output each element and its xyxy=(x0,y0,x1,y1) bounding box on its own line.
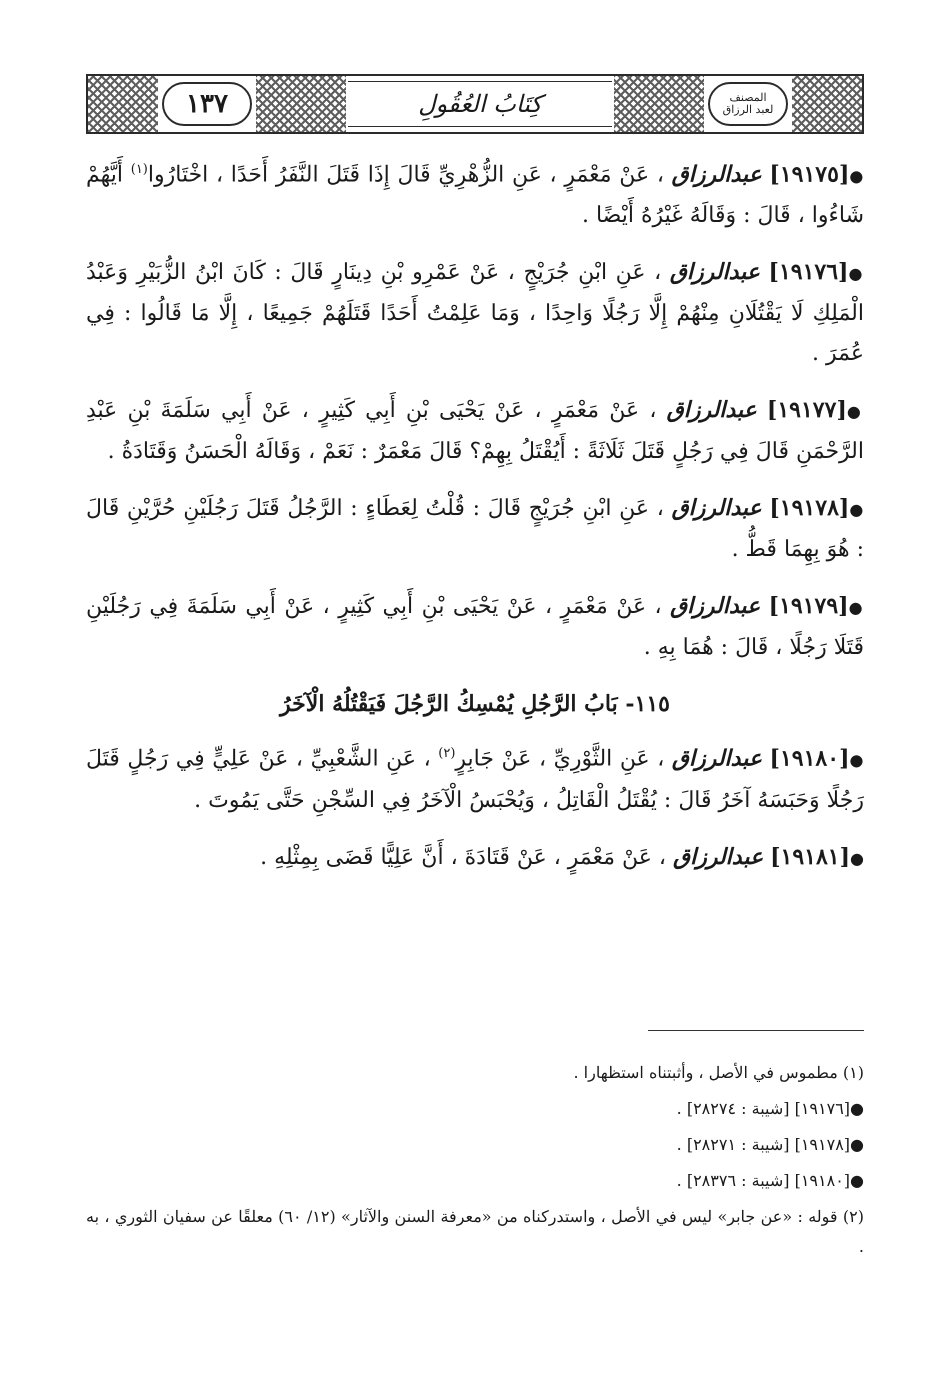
hadith-paragraph: ●[١٩١٧٦] عبدالرزاق ، عَنِ ابْنِ جُرَيْجٍ ، عَنْ عَمْرِو بْنِ دِينَارٍ قَالَ : كَانَ ابْنُ الزُّبَيْرِ وَعَبْدُ الْمَلِكِ لَا يَقْتُلَانِ مِنْهُمْ إِلَّا رَجُلًا وَاحِدًا ، وَمَا عَلِمْتُ أَحَدًا قَتَلَهُمْ جَمِيعًا ، إِلَّا مَا قَالُوا : فِي عُمَرَ . xyxy=(86,259,865,367)
footnotes xyxy=(86,1058,864,1262)
book-logo xyxy=(708,82,788,126)
hadith-paragraph: ●[١٩١٧٥] عبدالرزاق ، عَنْ مَعْمَرٍ ، عَنِ الزُّهْرِيِّ قَالَ إِذَا قَتَلَ النَّفَرُ أَحَدًا ، اخْتَارُوا$^{(١)}$ أَيَّهُمْ شَاءُوا ، قَالَ : وَقَالَهُ غَيْرُهُ أَيْضًا . xyxy=(86,161,865,229)
logo-text-bottom: لعبد الرزاق xyxy=(722,103,774,116)
chapter-heading: ١١٥- بَابُ الرَّجُلِ يُمْسِكُ الرَّجُلَ فَيَقْتُلُهُ الْآخَرُ xyxy=(280,691,670,718)
footnote-divider xyxy=(648,1030,864,1031)
main-text xyxy=(86,150,864,895)
hadith-paragraph: ●[١٩١٧٧] عبدالرزاق ، عَنْ مَعْمَرٍ ، عَنْ يَحْيَى بْنِ أَبِي كَثِيرٍ ، عَنْ أَبِي سَلَمَةَ بْنِ عَبْدِ الرَّحْمَنِ قَالَ فِي رَجُلٍ قَتَلَ ثَلَاثَةً : أَيُقْتَلُ بِهِمْ؟ قَالَ مَعْمَرٌ : نَعَمْ ، وَقَالَهُ الْحَسَنُ وَقَتَادَةُ . xyxy=(86,397,865,465)
footnote: (١) مطموس في الأصل ، وأثبتناه استظهارا . xyxy=(573,1063,864,1082)
ornament-mid-right xyxy=(614,76,704,132)
footnote: (٢) قوله : «عن جابر» ليس في الأصل ، واستدركناه من «معرفة السنن والآثار» (١٢/ ٦٠) معلقًا عن سفيان الثوري ، به . xyxy=(86,1207,864,1256)
page-header xyxy=(86,74,864,134)
logo-text-top: المصنف xyxy=(729,91,767,104)
footnote-marker: (٢) xyxy=(438,746,456,762)
book-title: كِتَابُ العُقُولِ xyxy=(418,90,542,118)
hadith-paragraph: ●[١٩١٨٠] عبدالرزاق ، عَنِ الثَّوْرِيِّ ، عَنْ جَابِرٍ$^{(٢)}$ ، عَنِ الشَّعْبِيِّ ، عَنْ عَلِيٍّ فِي رَجُلٍ قَتَلَ رَجُلًا وَحَبَسَهُ آخَرُ قَالَ : يُقْتَلُ الْقَاتِلُ ، وَيُحْبَسُ الْآخَرُ فِي السِّجْنِ حَتَّى يَمُوتَ . xyxy=(86,745,865,813)
footnote: ●[١٩١٨٠] [شيبة : ٢٨٣٧٦] . xyxy=(676,1171,864,1190)
ornament-mid-left xyxy=(256,76,346,132)
hadith-paragraph: ●[١٩١٧٨] عبدالرزاق ، عَنِ ابْنِ جُرَيْجٍ قَالَ : قُلْتُ لِعَطَاءٍ : الرَّجُلُ قَتَلَ رَجُلَيْنِ حُرَّيْنِ قَالَ : هُوَ بِهِمَا قَطُّ . xyxy=(86,495,864,563)
hadith-paragraph: ●[١٩١٨١] عبدالرزاق ، عَنْ مَعْمَرٍ ، عَنْ قَتَادَةَ ، أَنَّ عَلِيًّا قَضَى بِمِثْلِهِ . xyxy=(260,843,864,870)
footnote: ●[١٩١٧٨] [شيبة : ٢٨٢٧١] . xyxy=(676,1135,864,1154)
hadith-paragraph: ●[١٩١٧٩] عبدالرزاق ، عَنْ مَعْمَرٍ ، عَنْ يَحْيَى بْنِ أَبِي كَثِيرٍ ، عَنْ أَبِي سَلَمَةَ فِي رَجُلَيْنِ قَتَلَا رَجُلًا ، قَالَ : هُمَا بِهِ . xyxy=(86,593,864,661)
title-frame xyxy=(348,81,612,127)
ornament-left xyxy=(88,76,158,132)
footnote-marker: (١) xyxy=(130,162,148,177)
footnote: ●[١٩١٧٦] [شيبة : ٢٨٢٧٤] . xyxy=(676,1099,864,1118)
ornament-right xyxy=(792,76,862,132)
page-number: ١٣٧ xyxy=(162,82,252,126)
